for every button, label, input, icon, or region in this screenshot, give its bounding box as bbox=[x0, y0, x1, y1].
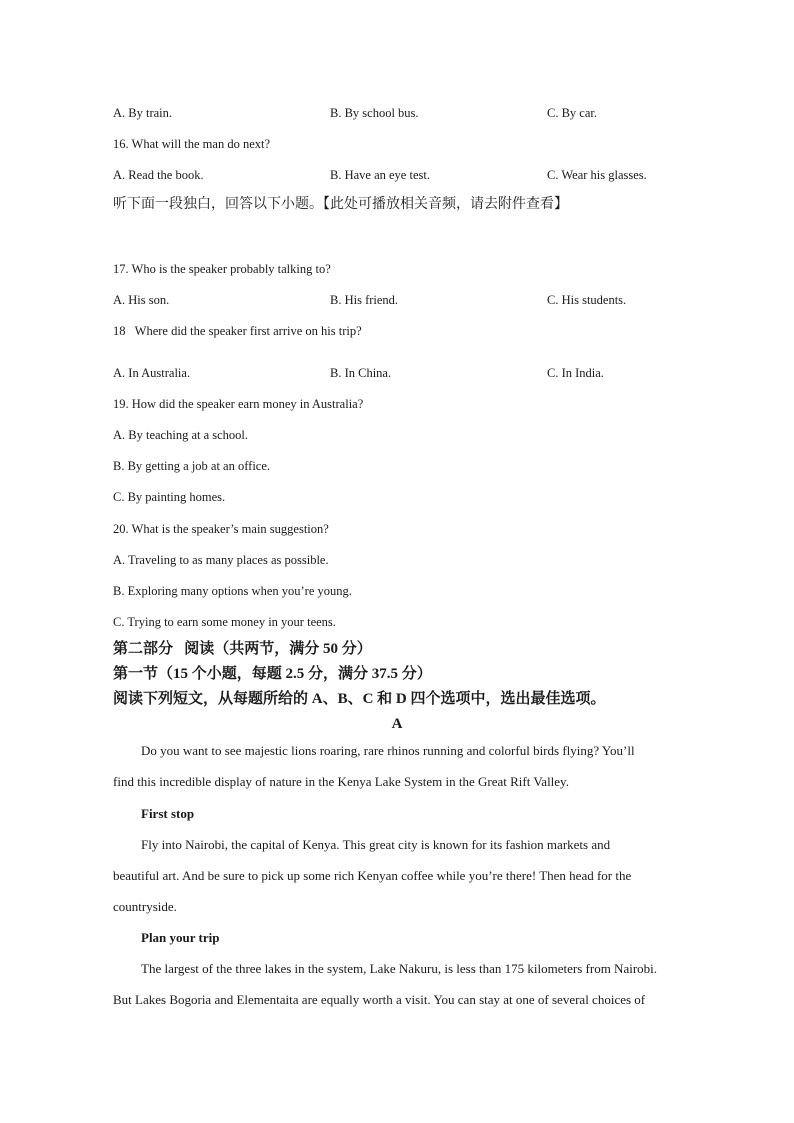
passage-p2-line1: Fly into Nairobi, the capital of Kenya. This great city is known for its fashion markets and bbox=[141, 837, 611, 852]
q20-question: 20. What is the speaker’s main suggestion? bbox=[113, 522, 329, 536]
q20-option-c: C. Trying to earn some money in your teens. bbox=[113, 615, 336, 629]
q18-option-a: A. In Australia. bbox=[113, 366, 191, 380]
q15-option-c: C. By car. bbox=[547, 106, 597, 120]
q18-option-c: C. In India. bbox=[547, 366, 604, 380]
section1-title: 第一节（15 个小题，每题 2.5 分，满分 37.5 分） bbox=[113, 666, 432, 682]
passage-p2-line3: countryside. bbox=[113, 899, 177, 914]
q19-question: 19. How did the speaker earn money in Australia? bbox=[113, 397, 364, 411]
passage-p3-line1: The largest of the three lakes in the system, Lake Nakuru, is less than 175 kilometers from Nairobi. bbox=[141, 961, 658, 976]
q17-option-b: B. His friend. bbox=[330, 293, 399, 307]
q17-question: 17. Who is the speaker probably talking to? bbox=[113, 262, 331, 276]
subheading-first-stop: First stop bbox=[141, 806, 195, 821]
passage-p3-line2: But Lakes Bogoria and Elementaita are equally worth a visit. You can stay at one of several choices of bbox=[113, 992, 646, 1007]
monologue-instruction: 听下面一段独白，回答以下小题。【此处可播放相关音频，请去附件查看】 bbox=[113, 197, 568, 212]
passage-p2-line2: beautiful art. And be sure to pick up some rich Kenyan coffee while you’re there! Then head for the bbox=[113, 868, 632, 883]
q19-option-a: A. By teaching at a school. bbox=[113, 428, 249, 442]
reading-instruction: 阅读下列短文，从每题所给的 A、B、C 和 D 四个选项中，选出最佳选项。 bbox=[113, 691, 606, 707]
q15-option-b: B. By school bus. bbox=[330, 106, 419, 120]
q16-option-a: A. Read the book. bbox=[113, 168, 204, 182]
q20-option-a: A. Traveling to as many places as possible. bbox=[113, 553, 329, 567]
passage-p1-line2: find this incredible display of nature in the Kenya Lake System in the Great Rift Valley. bbox=[113, 774, 569, 789]
q16-option-c: C. Wear his glasses. bbox=[547, 168, 647, 182]
q17-option-c: C. His students. bbox=[547, 293, 627, 307]
q15-option-a: A. By train. bbox=[113, 106, 173, 120]
q20-option-b: B. Exploring many options when you’re young. bbox=[113, 584, 352, 598]
q17-option-a: A. His son. bbox=[113, 293, 170, 307]
q19-option-b: B. By getting a job at an office. bbox=[113, 459, 271, 473]
q16-option-b: B. Have an eye test. bbox=[330, 168, 430, 182]
part2-title: 第二部分 阅读（共两节，满分 50 分） bbox=[113, 641, 372, 657]
q19-option-c: C. By painting homes. bbox=[113, 490, 226, 504]
q16-question: 16. What will the man do next? bbox=[113, 137, 271, 151]
passage-p1-line1: Do you want to see majestic lions roaring, rare rhinos running and colorful birds flying? You’ll bbox=[141, 743, 635, 758]
subheading-plan-your-trip: Plan your trip bbox=[141, 930, 220, 945]
passage-label: A bbox=[391, 716, 403, 732]
q18-option-b: B. In China. bbox=[330, 366, 392, 380]
q18-question: 18 Where did the speaker first arrive on his trip? bbox=[113, 324, 362, 338]
